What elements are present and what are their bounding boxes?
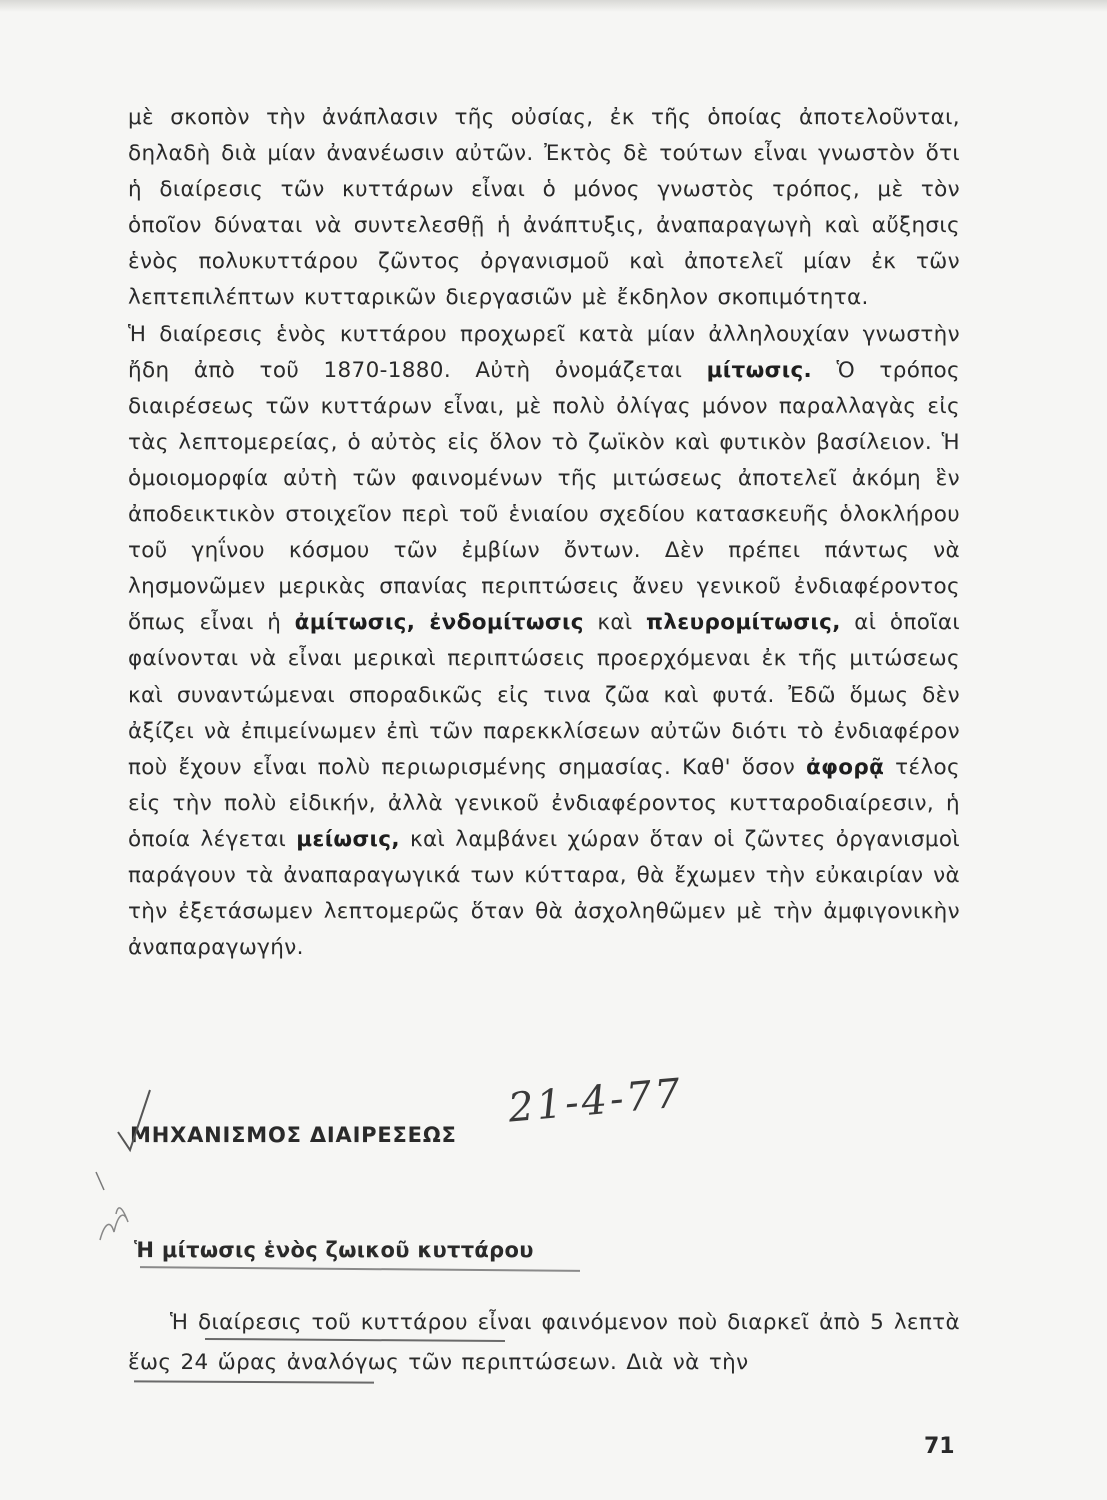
term-pleuromitosis: πλευρομίτωσις, (645, 610, 841, 636)
term-amitosis-endomitosis: ἀμίτωσις, ἐνδομίτωσις (294, 610, 584, 636)
margin-scribble-icon (100, 1208, 128, 1240)
handwritten-date: 21-4-77 (506, 1070, 685, 1132)
section-heading: ΜΗΧΑΝΙΣΜΟΣ ΔΙΑΙΡΕΣΕΩΣ (130, 1123, 457, 1147)
pencil-tick-icon (96, 1172, 104, 1190)
check-mark-icon (118, 1090, 150, 1150)
paragraph-2-part-d: αἱ ὁποῖαι φαίνονται νὰ εἶναι μερικαὶ περιπτώσεις προερχόμεναι ἐκ τῆς μιτώσεως καὶ συναντώμεναι σποραδικῶς εἰς τινα ζῶα καὶ φυτά. Ἐδῶ ὅμως δὲν ἀξίζει νὰ ἐπιμείνωμεν ἐπὶ τῶν παρεκκλίσεων αὐτῶν διότι τὸ ἐνδιαφέρον ποὺ ἔχουν εἶναι πολὺ περιωρισμένης σημασίας. Καθ' ὅσον (128, 610, 960, 780)
term-meiosis: μείωσις, (296, 826, 400, 852)
term-mitosis: μίτωσις. (706, 357, 813, 383)
paragraph-3: Ἡ διαίρεσις τοῦ κυττάρου εἶναι φαινόμενον ποὺ διαρκεῖ ἀπὸ 5 λεπτὰ ἕως 24 ὥρας ἀναλόγως τῶν περιπτώσεων. Διὰ νὰ τὴν (128, 1310, 960, 1375)
term-afora: ἀφορᾷ (806, 754, 885, 780)
paragraph-2-part-a: Ἡ διαίρεσις ἑνὸς κυττάρου προχωρεῖ κατὰ μίαν ἀλληλουχίαν γνωστὴν ἤδη ἀπὸ τοῦ 1870-1880. Αὐτὴ ὀνομάζεται (128, 321, 960, 383)
paragraph-2-part-b: Ὁ τρόπος διαιρέσεως τῶν κυττάρων εἶναι, μὲ πολὺ ὀλίγας μόνον παραλλαγὰς εἰς τὰς λεπτομερείας, ὁ αὐτὸς εἰς ὅλον τὸ ζωϊκὸν καὶ φυτικὸν βασίλειον. Ἡ ὁμοιομορφία αὐτὴ τῶν φαινομένων τῆς μιτώσεως ἀποτελεῖ ἀκόμη ἓν ἀποδεικτικὸν στοιχεῖον περὶ τοῦ ἑνιαίου σχεδίου κατασκευῆς ὁλοκλήρου τοῦ γηΐνου κόσμου τῶν ἐμβίων ὄντων. Δὲν πρέπει πάντως νὰ λησμονῶμεν μερικὰς σπανίας περιπτώσεις ἄνευ γενικοῦ ἐνδιαφέροντος ὅπως εἶναι ἡ (128, 357, 960, 636)
paragraph-2-part-e: τέλος εἰς τὴν πολὺ εἰδικήν, ἀλλὰ γενικοῦ ἐνδιαφέροντος κυτταροδιαίρεσιν, ἡ ὁποία λέγεται (128, 754, 960, 852)
paragraph-2-part-c: καὶ (583, 610, 646, 636)
page-number: 71 (924, 1434, 955, 1459)
paragraph-2-part-f: καὶ λαμβάνει χώραν ὅταν οἱ ζῶντες ὀργανισμοὶ παράγουν τὰ ἀναπαραγωγικά των κύτταρα, θὰ ἔχωμεν τὴν εὐκαιρίαν νὰ τὴν ἐξετάσωμεν λεπτομερῶς ὅταν θὰ ἀσχοληθῶμεν μὲ τὴν ἀμφιγονικὴν ἀναπαραγωγήν. (128, 826, 960, 961)
subsection-heading: Ἡ μίτωσις ἑνὸς ζωικοῦ κυττάρου (134, 1238, 534, 1262)
paragraph-1: μὲ σκοπὸν τὴν ἀνάπλασιν τῆς οὐσίας, ἐκ τῆς ὁποίας ἀποτελοῦνται, δηλαδὴ διὰ μίαν ἀνανέωσιν αὐτῶν. Ἐκτὸς δὲ τούτων εἶναι γνωστὸν ὅτι ἡ διαίρεσις τῶν κυττάρων εἶναι ὁ μόνος γνωστὸς τρόπος, μὲ τὸν ὁποῖον δύναται νὰ συντελεσθῇ ἡ ἀνάπτυξις, ἀναπαραγωγὴ καὶ αὔξησις ἑνὸς πολυκυττάρου ζῶντος ὀργανισμοῦ καὶ ἀποτελεῖ μίαν ἐκ τῶν λεπτεπιλέπτων κυτταρικῶν διεργασιῶν μὲ ἔκδηλον σκοπιμότητα. (128, 105, 960, 311)
